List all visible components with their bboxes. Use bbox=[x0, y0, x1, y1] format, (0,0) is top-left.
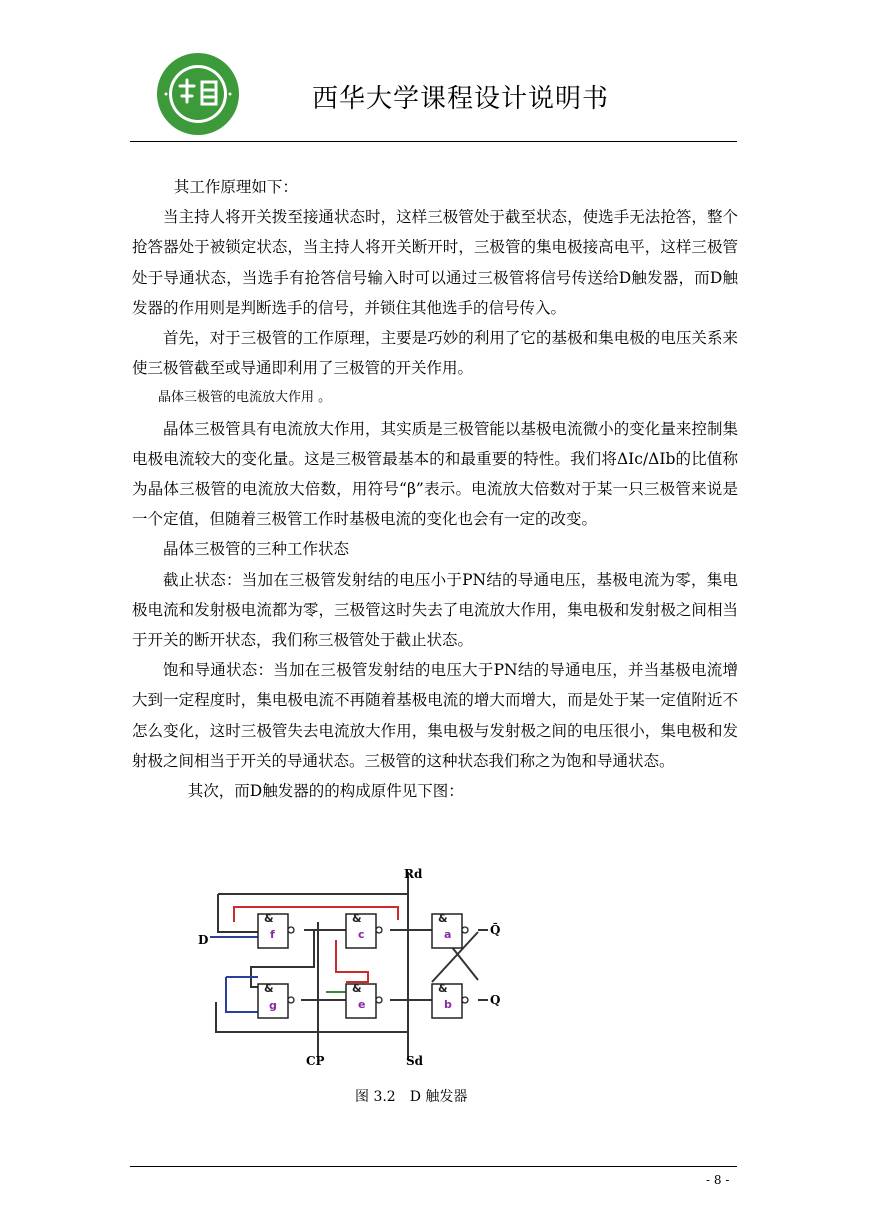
header-divider bbox=[130, 141, 737, 142]
gate-f bbox=[258, 912, 294, 948]
paragraph-saturation-state: 饱和导通状态：当加在三极管发射结的电压大于PN结的导通电压，并当基极电流增大到一定程度时，集电极电流不再随着基极电流的增大而增大，而是处于某一定值附近不怎么变化，这时三极管失去电流放大作用，集电极与发射极之间的电压很小，集电极和发射极之间相当于开关的导通状态。三极管的这种状态我们称之为饱和导通状态。 bbox=[132, 661, 738, 770]
paragraph-current-amplification: 晶体三极管具有电流放大作用，其实质是三极管能以基极电流微小的变化量来控制集电极电流较大的变化量。这是三极管最基本的和最重要的特性。我们将ΔIc/ΔIb的比值称为晶体三极管的电流放大倍数，用符号“β”表示。电流放大倍数对于某一只三极管来说是一个定值，但随着三极管工作时基极电流的变化也会有一定的改变。 bbox=[132, 419, 738, 529]
paragraph-transistor-switch: 首先，对于三极管的工作原理，主要是巧妙的利用了它的基极和集电极的电压关系来使三极管截至或导通即利用了三极管的开关作用。 bbox=[132, 329, 738, 378]
svg-text:e: e bbox=[358, 998, 366, 1011]
q-bar-output-label: Q̄ bbox=[490, 923, 501, 937]
q-output-label: Q bbox=[490, 993, 501, 1007]
gate-a bbox=[432, 912, 468, 948]
university-logo bbox=[156, 52, 240, 136]
header-title: 西华大学课程设计说明书 bbox=[312, 84, 610, 114]
paragraph-cutoff-state: 截止状态：当加在三极管发射结的电压小于PN结的导通电压，基极电流为零，集电极电流和发射极电流都为零，三极管这时失去了电流放大作用，集电极和发射极之间相当于开关的断开状态，我们称三极管处于截止状态。 bbox=[132, 570, 738, 650]
svg-text:a: a bbox=[444, 928, 452, 941]
paragraph-principle-intro: 其工作原理如下： bbox=[173, 178, 298, 196]
svg-text:&: & bbox=[352, 912, 362, 925]
svg-text:c: c bbox=[358, 928, 365, 941]
svg-text:&: & bbox=[438, 912, 448, 925]
d-flip-flop-diagram bbox=[196, 862, 648, 1077]
rd-label: Rd bbox=[404, 867, 423, 881]
svg-text:&: & bbox=[264, 982, 274, 995]
subheading-current-amplification: 晶体三极管的电流放大作用 。 bbox=[158, 390, 332, 406]
footer-divider bbox=[130, 1166, 737, 1167]
gate-g bbox=[258, 982, 294, 1018]
d-input-label: D bbox=[198, 933, 209, 947]
svg-text:&: & bbox=[264, 912, 274, 925]
svg-text:&: & bbox=[438, 982, 448, 995]
figure-caption: 图 3.2 D 触发器 bbox=[355, 1089, 468, 1105]
paragraph-figure-intro: 其次，而D触发器的的构成原件见下图： bbox=[187, 782, 464, 801]
page-number: - 8 - bbox=[706, 1173, 730, 1187]
svg-text:&: & bbox=[352, 982, 362, 995]
svg-text:f: f bbox=[270, 928, 275, 941]
svg-text:g: g bbox=[269, 999, 277, 1012]
gate-e bbox=[346, 982, 382, 1018]
paragraph-switch-operation: 当主持人将开关拨至接通状态时，这样三极管处于截至状态，使选手无法抢答，整个抢答器处于被锁定状态，当主持人将开关断开时，三极管的集电极接高电平，这样三极管处于导通状态，当选手有抢答信号输入时可以通过三极管将信号传送给D触发器，而D触发器的作用则是判断选手的信号，并锁住其他选手的信号传入。 bbox=[132, 208, 738, 317]
cp-input-label: CP bbox=[306, 1054, 325, 1068]
svg-text:b: b bbox=[444, 998, 452, 1011]
document-body bbox=[132, 172, 738, 806]
gate-c bbox=[346, 912, 382, 948]
gate-b bbox=[432, 982, 468, 1018]
sd-label: Sd bbox=[406, 1054, 424, 1068]
subheading-three-states: 晶体三极管的三种工作状态 bbox=[163, 540, 350, 559]
